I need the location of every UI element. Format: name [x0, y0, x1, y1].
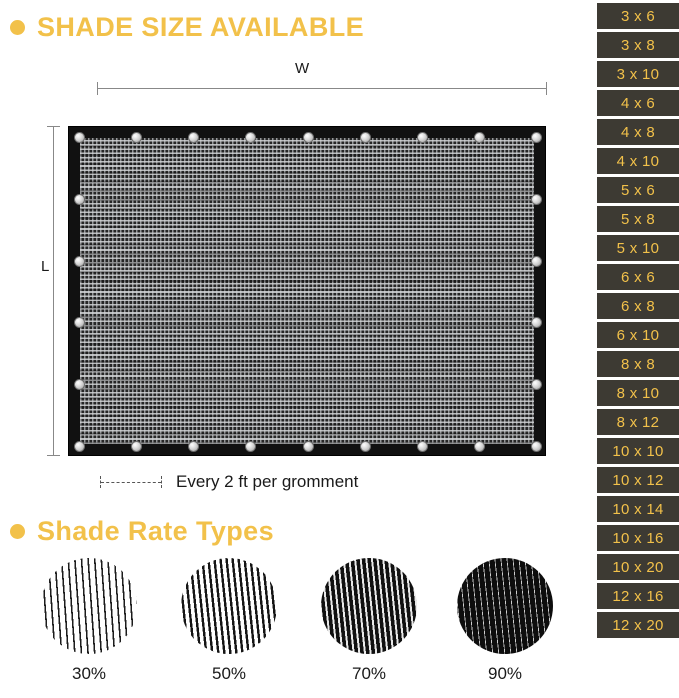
shade-rate-swatch-90 [457, 558, 553, 654]
grommet-spacing-note [100, 472, 358, 492]
size-chip[interactable]: 6 x 6 [597, 264, 679, 290]
tarp-diagram [40, 60, 560, 491]
size-chip[interactable]: 6 x 8 [597, 293, 679, 319]
grommet-icon [303, 441, 314, 452]
shade-rate-title: Shade Rate Types [37, 516, 274, 546]
grommet-icon [245, 441, 256, 452]
grommet-icon [531, 132, 542, 143]
shade-rate-label: 70% [351, 664, 387, 683]
size-chip[interactable]: 10 x 10 [597, 438, 679, 464]
shade-rate-heading [10, 516, 274, 547]
shade-cloth-illustration [68, 126, 546, 456]
shade-rate-label: 30% [71, 664, 107, 683]
grommet-icon [417, 441, 428, 452]
grommet-icon [474, 441, 485, 452]
shade-rate-swatch-70 [321, 558, 417, 654]
size-chip[interactable]: 10 x 14 [597, 496, 679, 522]
size-chip[interactable]: 8 x 12 [597, 409, 679, 435]
shade-rate-list [20, 558, 580, 698]
grommet-icon [360, 132, 371, 143]
shade-size-heading [10, 12, 364, 43]
size-chip[interactable]: 10 x 20 [597, 554, 679, 580]
available-size-list [597, 0, 679, 698]
grommet-icon [303, 132, 314, 143]
shade-rate-label: 50% [211, 664, 247, 683]
size-chip[interactable]: 3 x 10 [597, 61, 679, 87]
grommet-icon [360, 441, 371, 452]
length-dimension-label: L [41, 258, 50, 275]
width-dimension-line [97, 88, 547, 89]
size-chip[interactable]: 8 x 10 [597, 380, 679, 406]
grommet-icon [474, 132, 485, 143]
shade-rate-swatch-30 [41, 558, 137, 654]
size-chip[interactable]: 4 x 8 [597, 119, 679, 145]
size-chip[interactable]: 3 x 8 [597, 32, 679, 58]
size-chip[interactable]: 10 x 16 [597, 525, 679, 551]
size-chip[interactable]: 5 x 6 [597, 177, 679, 203]
grommet-icon [74, 441, 85, 452]
grommet-icon [531, 256, 542, 267]
size-chip[interactable]: 10 x 12 [597, 467, 679, 493]
shade-rate-label: 90% [487, 664, 523, 683]
size-chip[interactable]: 8 x 8 [597, 351, 679, 377]
size-chip[interactable]: 12 x 16 [597, 583, 679, 609]
size-chip[interactable]: 5 x 10 [597, 235, 679, 261]
size-chip[interactable]: 6 x 10 [597, 322, 679, 348]
shade-rate-item [450, 558, 560, 684]
shade-rate-item [34, 558, 144, 684]
bullet-dot-icon [10, 524, 25, 539]
grommet-icon [74, 256, 85, 267]
size-chip[interactable]: 4 x 6 [597, 90, 679, 116]
grommet-icon [131, 441, 142, 452]
grommet-icon [188, 441, 199, 452]
shade-rate-item [174, 558, 284, 684]
size-chip[interactable]: 4 x 10 [597, 148, 679, 174]
grommet-icon [74, 194, 85, 205]
grommet-icon [531, 317, 542, 328]
grommet-icon [531, 441, 542, 452]
grommet-icon [531, 379, 542, 390]
grommet-icon [417, 132, 428, 143]
grommet-icon [531, 194, 542, 205]
mesh-fabric-texture [80, 138, 534, 444]
width-dimension-label: W [295, 60, 310, 77]
shade-size-title: SHADE SIZE AVAILABLE [37, 12, 365, 42]
shade-rate-swatch-50 [181, 558, 277, 654]
size-chip[interactable]: 5 x 8 [597, 206, 679, 232]
size-chip[interactable]: 12 x 20 [597, 612, 679, 638]
grommet-icon [74, 132, 85, 143]
spacing-bracket-icon [100, 476, 162, 488]
shade-rate-item [314, 558, 424, 684]
bullet-dot-icon [10, 20, 25, 35]
length-dimension-line [53, 126, 54, 456]
size-chip[interactable]: 3 x 6 [597, 3, 679, 29]
grommet-spacing-text: Every 2 ft per gromment [176, 472, 359, 491]
